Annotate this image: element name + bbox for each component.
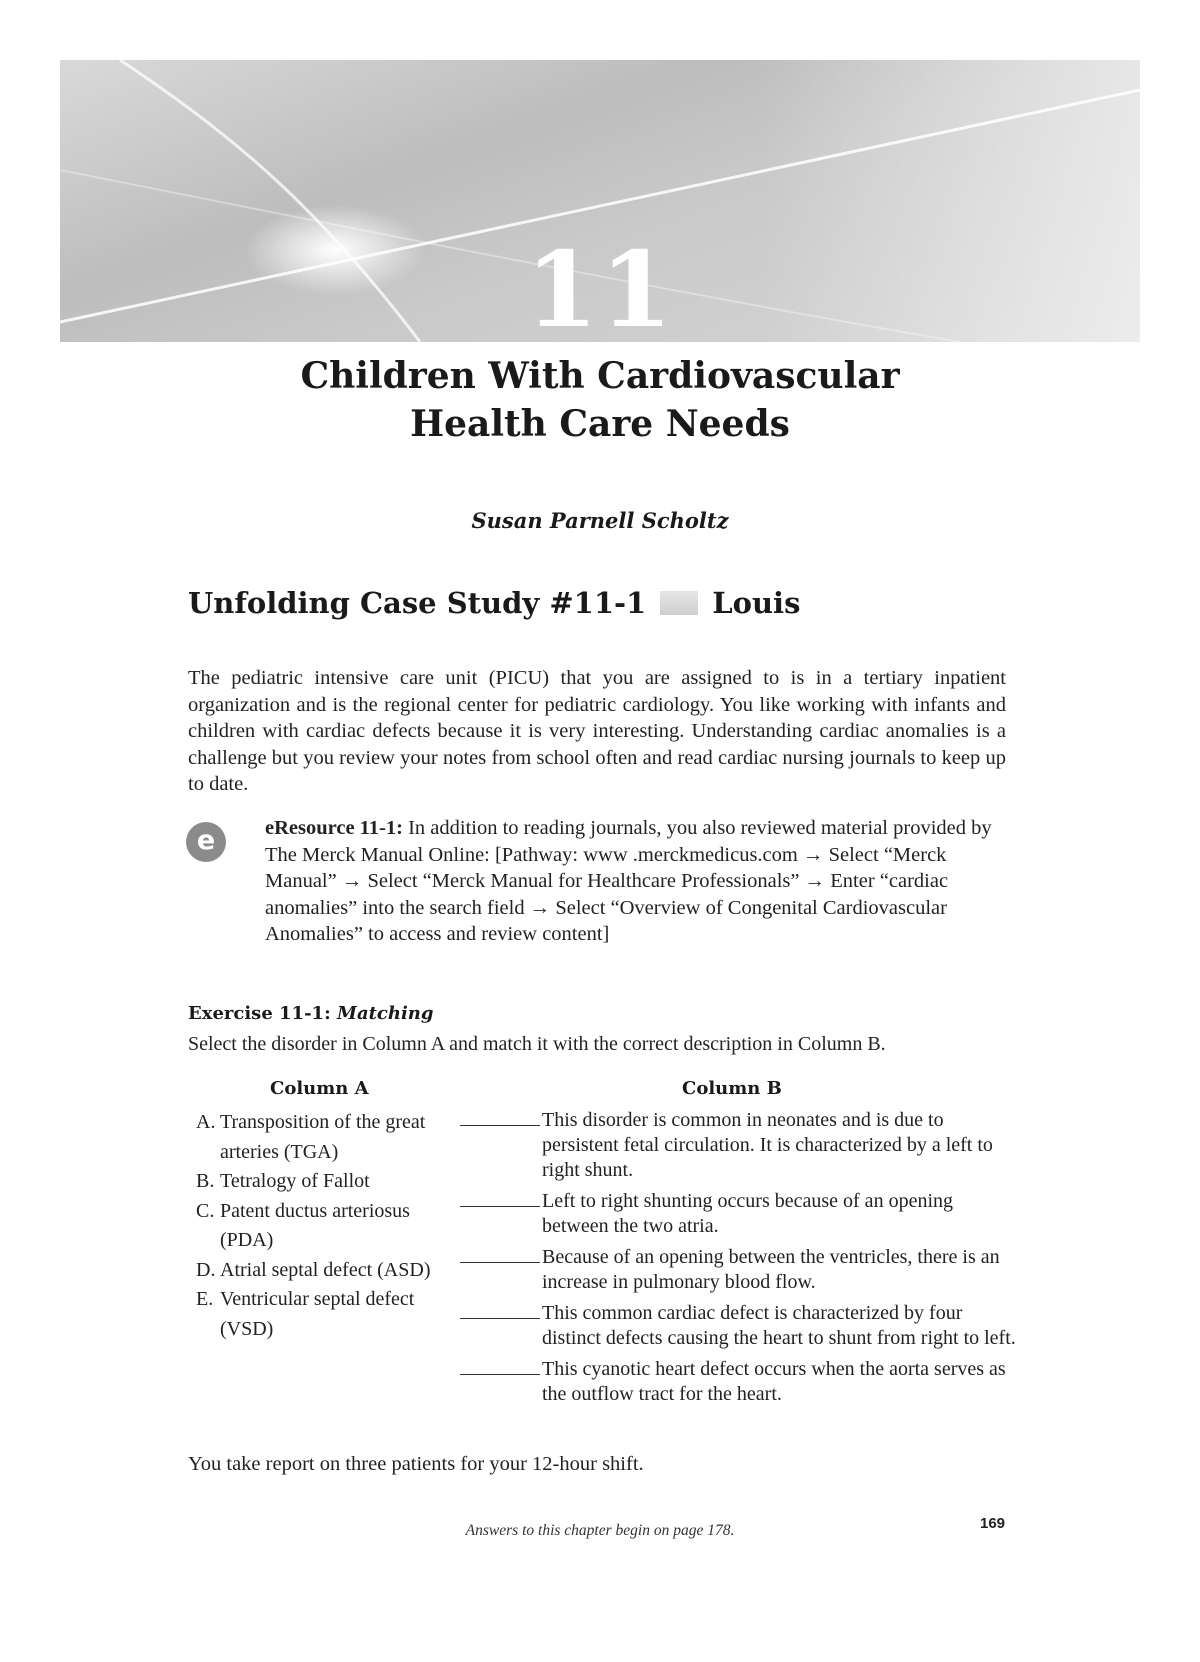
item-text: Patent ductus arteriosus (PDA) [220, 1199, 410, 1251]
description-text: This common cardiac defect is characterized by four distinct defects causing the heart to shunt from right to left. [542, 1302, 1016, 1349]
column-b-list [460, 1108, 1020, 1413]
item-letter: D. [196, 1258, 216, 1281]
chapter-title-line-1: Children With Cardiovascular [300, 355, 900, 397]
item-text: Atrial septal defect (ASD) [220, 1258, 431, 1281]
column-a-item [196, 1108, 436, 1167]
heading-separator-box [660, 591, 698, 615]
author-name: Susan Parnell Scholtz [471, 508, 729, 533]
chapter-number: 11 [525, 228, 675, 351]
column-b-item [460, 1301, 1020, 1351]
chapter-title [0, 352, 1200, 448]
exercise-number: Exercise 11-1: [188, 1003, 331, 1024]
answer-blank[interactable] [460, 1245, 540, 1263]
chapter-title-line-2: Health Care Needs [410, 403, 790, 445]
column-b-item [460, 1245, 1020, 1295]
item-text: Ventricular septal defect (VSD) [220, 1288, 415, 1340]
item-letter: B. [196, 1170, 215, 1192]
item-letter: C. [196, 1199, 215, 1222]
case-study-intro: The pediatric intensive care unit (PICU) that you are assigned to is in a tertiary inpatient organization and is the regional center for pediatric cardiology. You like working with infants and children with cardiac defects because it is very interesting. Understanding cardiac anomalies is a challenge but you review your notes from school often and read cardiac nursing journals to keep up to date. [188, 667, 1006, 795]
answer-blank[interactable] [460, 1108, 540, 1126]
column-a-header: Column A [270, 1078, 369, 1099]
case-study-patient-name: Louis [712, 586, 801, 620]
column-a-item [196, 1197, 436, 1256]
item-letter: E. [196, 1288, 214, 1310]
page-number: 169 [980, 1515, 1006, 1532]
column-b-item [460, 1108, 1020, 1183]
column-b-item [460, 1357, 1020, 1407]
column-b-item [460, 1189, 1020, 1239]
item-text: Tetralogy of Fallot [220, 1170, 370, 1192]
eresource-label: eResource 11-1: [265, 817, 403, 839]
column-b-header: Column B [682, 1078, 782, 1099]
closing-paragraph: You take report on three patients for your 12-hour shift. [188, 1453, 644, 1475]
footer-note: Answers to this chapter begin on page 178. [465, 1522, 735, 1539]
exercise-instruction: Select the disorder in Column A and match it with the correct description in Column B. [188, 1033, 886, 1055]
eresource-text: In addition to reading journals, you also reviewed material provided by The Merck Manual Online: [Pathway: www .merckmedicus.com → Select “Merck Manual” → Select “Merck Manual for Healthcare Professionals” → Enter “cardiac anomalies” into the search field → Select “Overview of Congenital Cardiovascular Anomalies” to access and review content] [265, 817, 992, 945]
eresource-block [265, 815, 1005, 948]
eresource-icon: e [186, 822, 226, 862]
answer-blank[interactable] [460, 1301, 540, 1319]
case-study-number: Unfolding Case Study #11-1 [188, 586, 647, 620]
column-a-item [196, 1256, 436, 1286]
description-text: Because of an opening between the ventricles, there is an increase in pulmonary blood flow. [542, 1246, 1000, 1293]
description-text: Left to right shunting occurs because of an opening between the two atria. [542, 1190, 953, 1237]
column-a-item [196, 1285, 436, 1344]
column-a-item [196, 1167, 436, 1197]
description-text: This cyanotic heart defect occurs when the aorta serves as the outflow tract for the heart. [542, 1358, 1006, 1405]
answer-blank[interactable] [460, 1189, 540, 1207]
item-letter: A. [196, 1111, 216, 1133]
item-text: Transposition of the great arteries (TGA) [220, 1111, 426, 1163]
column-a-list [196, 1108, 436, 1344]
description-text: This disorder is common in neonates and is due to persistent fetal circulation. It is characterized by a left to right shunt. [542, 1109, 993, 1181]
exercise-type: Matching [337, 1003, 434, 1024]
exercise-title [188, 1003, 433, 1024]
case-study-heading [188, 586, 800, 620]
answer-blank[interactable] [460, 1357, 540, 1375]
